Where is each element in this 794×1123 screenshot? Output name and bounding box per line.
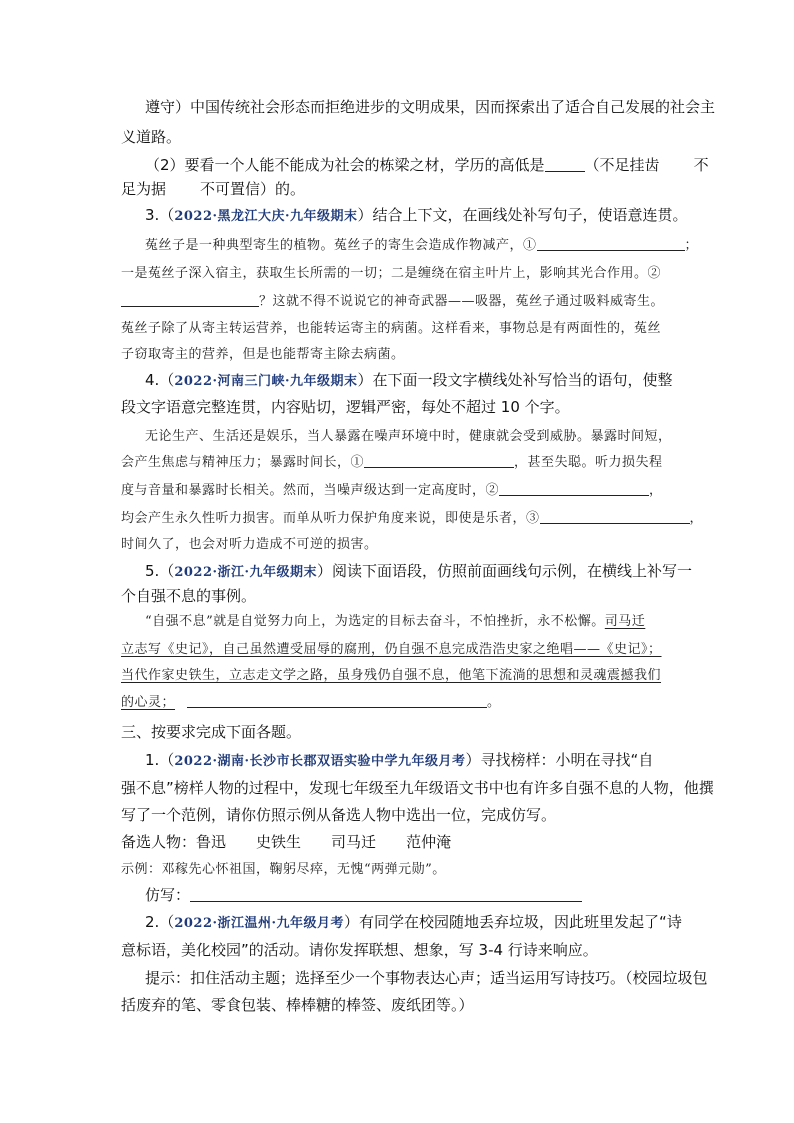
answer-blank-1[interactable] [364,453,514,468]
option-b-start: 不 [693,156,709,174]
question-text: 段文字语意完整连贯，内容贴切，逻辑严密，每处不超过 10 个字。 [121,398,570,416]
passage-line: 当代作家史铁生，立志走文学之路，虽身残仍自强不息，他笔下流淌的思想和灵魂震撼我们 [121,668,662,683]
answer-blank[interactable] [190,887,582,902]
question-text: ）阅读下面语段，仿照前面画线句示例，在横线上补写一 [317,562,693,580]
passage-text: 度与音量和暴露时长相关。然而，当噪声级达到一定高度时，② [121,483,500,498]
question-text: 个自强不息的事例。 [121,587,257,605]
passage-line: 子窃取寄主的营养，但是也能帮寄主除去病菌。 [121,347,405,362]
paragraph-line: 遵守）中国传统社会形态而拒绝进步的文明成果，因而探索出了适合自己发展的社会主 [145,98,716,116]
passage-line: 无论生产、生活还是娱乐，当人暴露在噪声环境中时，健康就会受到威胁。暴露时间短， [145,429,672,444]
option-c: 不可置信）的。 [200,180,306,198]
section-heading: 三、按要求完成下面各题。 [121,723,302,741]
question-text: 写了一个范例，请你仿照示例从备选人物中选出一位，完成仿写。 [121,806,557,824]
answer-blank[interactable] [545,157,585,172]
question-number: 3.（ [145,206,175,224]
answer-blank[interactable] [187,693,487,708]
passage-line: 时间久了，也会对听力造成不可逆的损害。 [121,537,378,552]
answer-blank-2[interactable] [121,292,259,307]
question-3-prompt [145,205,688,227]
question-number: 2.（ [145,913,175,931]
hint-line: 提示：扣住活动主题；选择至少一个事物表达心声；适当运用写诗技巧。（校园垃圾包 [145,969,708,987]
question-text: 强不息”榜样人物的过程中，发现七年级至九年级语文书中也有许多自强不息的人物，他撰 [121,779,714,797]
passage-text: ？这就不得不说说它的神奇武器——吸器，菟丝子通过吸料威寄生。 [259,294,665,309]
source-tag: 2022·湖南·长沙市长郡双语实验中学九年级月考 [174,754,466,769]
passage-text: 均会产生永久性听力损害。而单从听力保护角度来说，即使是乐者，③ [121,511,540,526]
imitate-label: 仿写： [145,886,191,904]
underlined-example: 立志写《史记》，自己虽然遭受屈辱的腐刑，仍自强不息完成浩浩史家之绝唱——《史记》； [121,642,662,657]
section3-question-1-prompt [145,750,653,772]
question-4-prompt [145,370,673,392]
question-number: 1.（ [145,751,175,769]
candidate-label: 备选人物： [121,833,197,851]
passage-line: 菟丝子除了从寄主转运营养，也能转运寄主的病菌。这样看来，事物总是有两面性的，菟丝 [121,321,662,336]
question-number: 5.（ [145,562,175,580]
candidate-list [121,832,451,852]
question-2-line-1 [145,155,709,175]
candidate-item: 范仲淹 [406,833,452,851]
passage-text: ， [689,511,704,526]
source-tag: 2022·黑龙江大庆·九年级期末 [174,209,358,224]
question-text: ）在下面一段文字横线处补写恰当的语句，使整 [357,371,673,389]
hint-line: 括废弃的笔、零食包装、棒棒糖的棒签、废纸团等。） [121,996,474,1014]
passage-text: 菟丝子是一种典型寄生的植物。菟丝子的寄生会造成作物减产，① [145,238,537,253]
section3-question-2-prompt [145,912,682,934]
question-text: ）结合上下文，在画线处补写句子，使语意连贯。 [357,206,688,224]
passage-line [121,509,703,529]
option-a: （不足挂齿 [584,156,660,174]
passage-text: 的心灵； [121,695,176,710]
question-number: 4.（ [145,371,175,389]
question-text: ）寻找榜样：小明在寻找“自 [465,751,654,769]
candidate-item: 司马迁 [331,833,377,851]
question-text: 意标语，美化校园”的活动。请你发挥联想、想象，写 3-4 行诗来响应。 [121,941,598,959]
question-text: （2）要看一个人能不能成为社会的栋梁之材，学历的高低是 [145,156,545,174]
answer-blank-1[interactable] [537,236,685,251]
question-text: ）有同学在校园随地丢弃垃圾，因此班里发起了“诗 [344,913,682,931]
source-tag: 2022·浙江·九年级期末 [174,565,318,580]
passage-line [145,236,698,256]
passage-line [121,693,501,713]
imitate-line [145,885,582,905]
source-tag: 2022·浙江温州·九年级月考 [174,916,345,931]
candidate-item: 史铁生 [256,833,302,851]
passage-text: 会产生焦虑与精神压力；暴露时间长，① [121,455,365,470]
passage-line [121,292,664,312]
option-b-end: 足为据 [121,180,167,198]
paragraph-line: 义道路。 [121,128,182,146]
passage-text: “自强不息”就是自觉努力向上，为选定的目标去奋斗，不怕挫折，永不松懈。 [145,614,605,629]
underlined-example: 司马迁 [604,614,646,629]
answer-blank-3[interactable] [540,509,690,524]
passage-line [145,612,645,632]
passage-line [121,453,663,473]
passage-text: ； [684,238,699,253]
answer-blank-2[interactable] [499,481,649,496]
source-tag: 2022·河南三门峡·九年级期末 [174,374,358,389]
example-line: 示例：邓稼先心怀祖国，鞠躬尽瘁，无愧“两弹元勋”。 [121,862,446,877]
passage-line [121,481,663,501]
passage-text: ， [649,483,663,498]
question-2-line-2 [121,179,305,199]
passage-line: 一是菟丝子深入宿主，获取生长所需的一切；二是缠绕在宿主叶片上，影响其光合作用。② [121,266,662,281]
candidate-item: 鲁迅 [196,833,227,851]
question-5-prompt [145,561,692,583]
passage-text: 。 [487,695,501,710]
passage-text: ，甚至失聪。听力损失程 [514,455,663,470]
